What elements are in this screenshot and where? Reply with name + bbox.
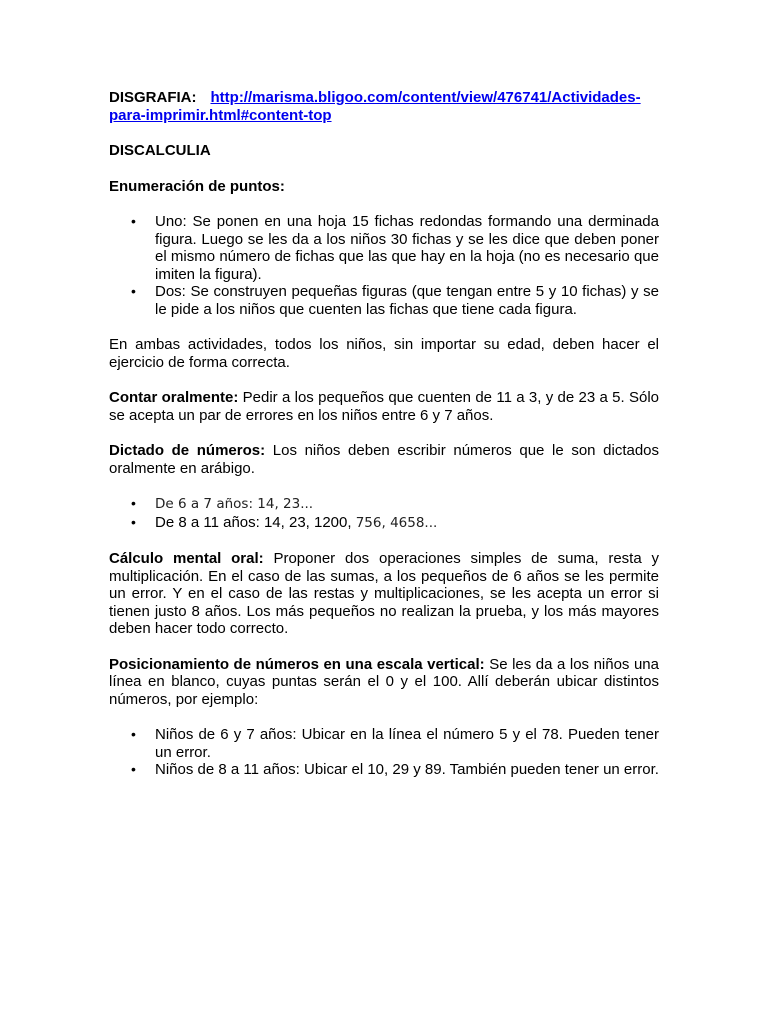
disgrafia-link[interactable]: http://marisma.bligoo.com/content/view/476741/Actividades-para-imprimir.html#content-top — [109, 89, 641, 124]
contar-label: Contar oralmente: — [109, 389, 239, 406]
calculo-paragraph — [109, 550, 659, 638]
list-item-text: De 6 a 7 años: 14, 23... — [155, 496, 314, 512]
contar-text: Pedir a los pequeños que cuenten de 11 a 3, y de 23 a 5. Sólo se acepta un par de errores en los niños entre 6 y 7 años. — [109, 389, 659, 424]
discalculia-heading: DISCALCULIA — [109, 142, 211, 159]
dictado-paragraph — [109, 442, 659, 477]
list-item — [109, 726, 659, 761]
dictado-text: Los niños deben escribir números que le son dictados oralmente en arábigo. — [109, 442, 660, 477]
list-item-text: Niños de 8 a 11 años: Ubicar el 10, 29 y 89. También pueden tener un error. — [155, 761, 659, 778]
bullet-icon: • — [131, 283, 136, 299]
list-item — [109, 514, 659, 533]
dictado-list — [109, 495, 659, 532]
list-item-text: Uno: Se ponen en una hoja 15 fichas redondas formando una derminada figura. Luego se les da a los niños 30 fichas y se les dice que deben poner el mismo número de fichas que las que hay en la hoja (no es necesario que imiten la figura). — [155, 213, 659, 283]
list-item — [109, 761, 659, 779]
bullet-icon: • — [131, 761, 136, 777]
posicionamiento-paragraph — [109, 656, 659, 709]
contar-paragraph — [109, 389, 659, 424]
enumeracion-heading: Enumeración de puntos: — [109, 177, 285, 195]
bullet-icon: • — [131, 726, 136, 742]
document-page — [109, 89, 659, 797]
enumeracion-list — [109, 213, 659, 318]
list-item-text: Niños de 6 y 7 años: Ubicar en la línea el número 5 y el 78. Pueden tener un error. — [155, 726, 659, 761]
list-item-text: De 8 a 11 años: 14, 23, 1200, — [155, 513, 356, 531]
disgrafia-label: DISGRAFIA: — [109, 89, 197, 106]
disgrafia-line — [109, 89, 659, 124]
bullet-icon: • — [131, 513, 136, 530]
list-item — [109, 213, 659, 283]
posicionamiento-list — [109, 726, 659, 779]
calculo-text: Proponer dos operaciones simples de suma, resta y multiplicación. En el caso de las sumas, a los pequeños de 6 años se les permite un error. Y en el caso de las restas y multiplicaciones, se les acepta un error si tienen justo 8 años. Los más pequeños no realizan la prueba, y los más mayores deben hacer todo correcto. — [109, 550, 659, 637]
posicionamiento-label: Posicionamiento de números en una escala vertical: — [109, 655, 485, 673]
list-item-text: Dos: Se construyen pequeñas figuras (que tengan entre 5 y 10 fichas) y se le pide a los niños que cuenten las fichas que tiene cada figura. — [155, 283, 659, 318]
dictado-label: Dictado de números: — [109, 442, 266, 459]
calculo-label: Cálculo mental oral: — [109, 550, 264, 567]
posicionamiento-text: Se les da a los niños una línea en blanco, cuyas puntas serán el 0 y el 100. Allí deberán ubicar distintos números, por ejemplo: — [109, 655, 659, 708]
list-item — [109, 283, 659, 318]
bullet-icon: • — [131, 213, 136, 229]
ambas-paragraph: En ambas actividades, todos los niños, sin importar su edad, deben hacer el ejercicio de forma correcta. — [109, 336, 659, 371]
list-item — [109, 495, 659, 514]
list-item-text-alt: 756, 4658... — [355, 514, 438, 531]
bullet-icon: • — [131, 495, 136, 511]
